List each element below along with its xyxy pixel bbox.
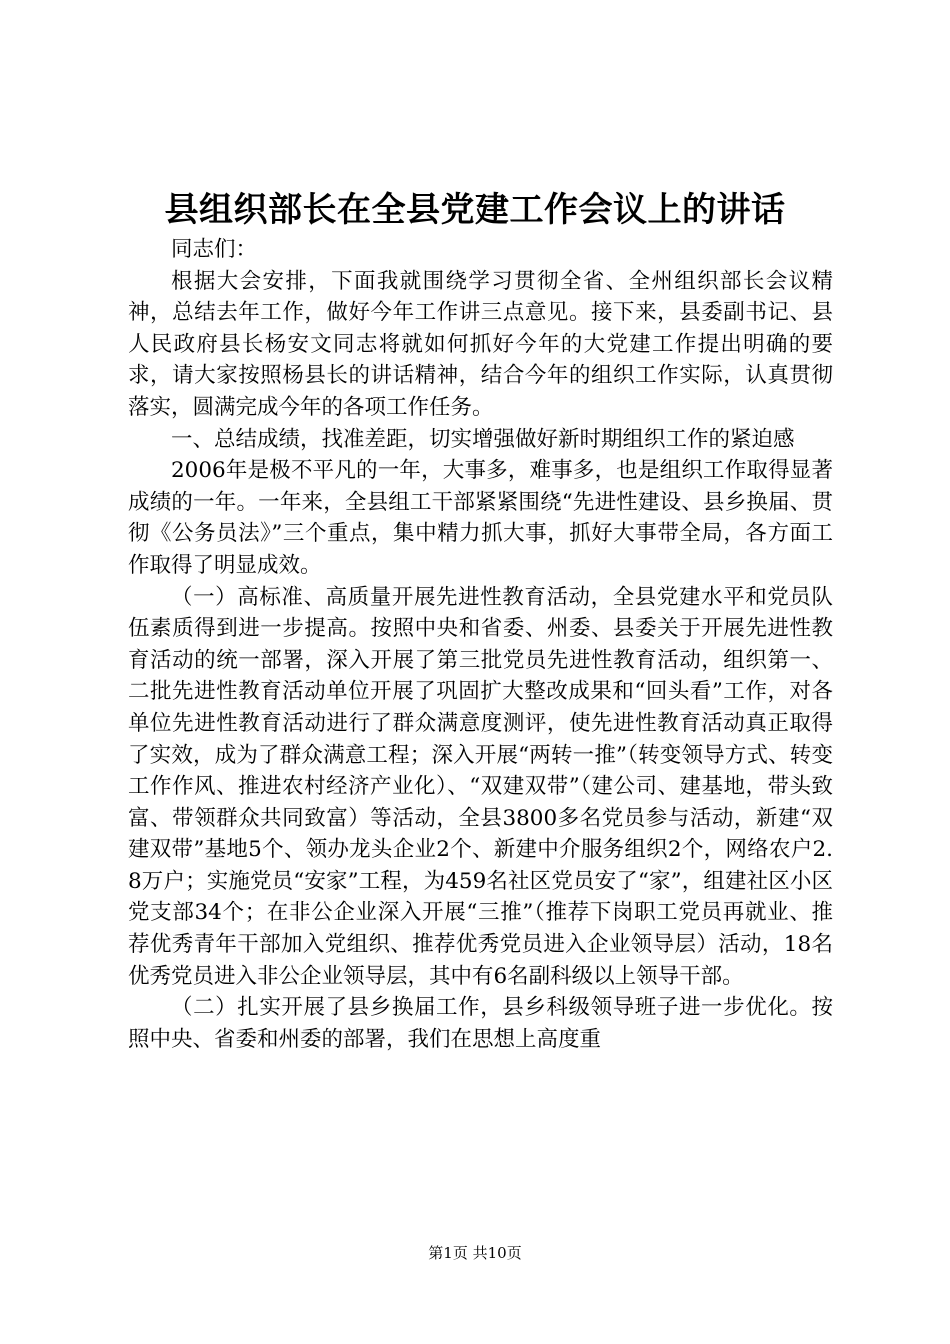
section-heading: 一、总结成绩，找准差距，切实增强做好新时期组织工作的紧迫感 — [171, 426, 795, 452]
summary-paragraph: 2006年是极不平凡的一年，大事多，难事多，也是组织工作取得显著成绩的一年。一年来，全县组工干部紧紧围绕“先进性建设、县乡换届、贯彻《公务员法》”三个重点，集中精力抓大事，抓好大事带全局，各方面工作取得了明显成效。 — [128, 458, 833, 578]
body-paragraph: （二）扎实开展了县乡换届工作，县乡科级领导班子进一步优化。按照中央、省委和州委的部署，我们在思想上高度重 — [128, 995, 833, 1052]
document-body — [128, 234, 833, 1055]
salutation-paragraph: 同志们： — [171, 237, 258, 262]
intro-paragraph: 根据大会安排，下面我就围绕学习贯彻全省、全州组织部长会议精神，总结去年工作，做好今年工作讲三点意见。接下来，县委副书记、县人民政府县长杨安文同志将就如何抓好今年的大党建工作提出明确的要求，请大家按照杨县长的讲话精神，结合今年的组织工作实际，认真贯彻落实，圆满完成今年的各项工作任务。 — [128, 268, 833, 420]
body-paragraph: （一）高标准、高质量开展先进性教育活动，全县党建水平和党员队伍素质得到进一步提高。按照中央和省委、州委、县委关于开展先进性教育活动的统一部署，深入开展了第三批党员先进性教育活动，组织第一、二批先进性教育活动单位开展了巩固扩大整改成果和“回头看”工作，对各单位先进性教育活动进行了群众满意度测评，使先进性教育活动真正取得了实效，成为了群众满意工程；深入开展“两转一推”（转变领导方式、转变工作作风、推进农村经济产业化）、“双建双带”（建公司、建基地，带头致富、带领群众共同致富）等活动，全县3800多名党员参与活动，新建“双建双带”基地5个、领办龙头企业2个、新建中介服务组织2个，网络农户2.8万户；实施党员“安家”工程，为459名社区党员安了“家”，组建社区小区党支部34个；在非公企业深入开展“三推”（推荐下岗职工党员再就业、推荐优秀青年干部加入党组织、推荐优秀党员进入企业领导层）活动，18名优秀党员进入非公企业领导层，其中有6名副科级以上领导干部。 — [128, 584, 833, 989]
document-title: 县组织部长在全县党建工作会议上的讲话 — [164, 190, 786, 230]
page-number-footer: 第1页 共10页 — [428, 1244, 522, 1262]
